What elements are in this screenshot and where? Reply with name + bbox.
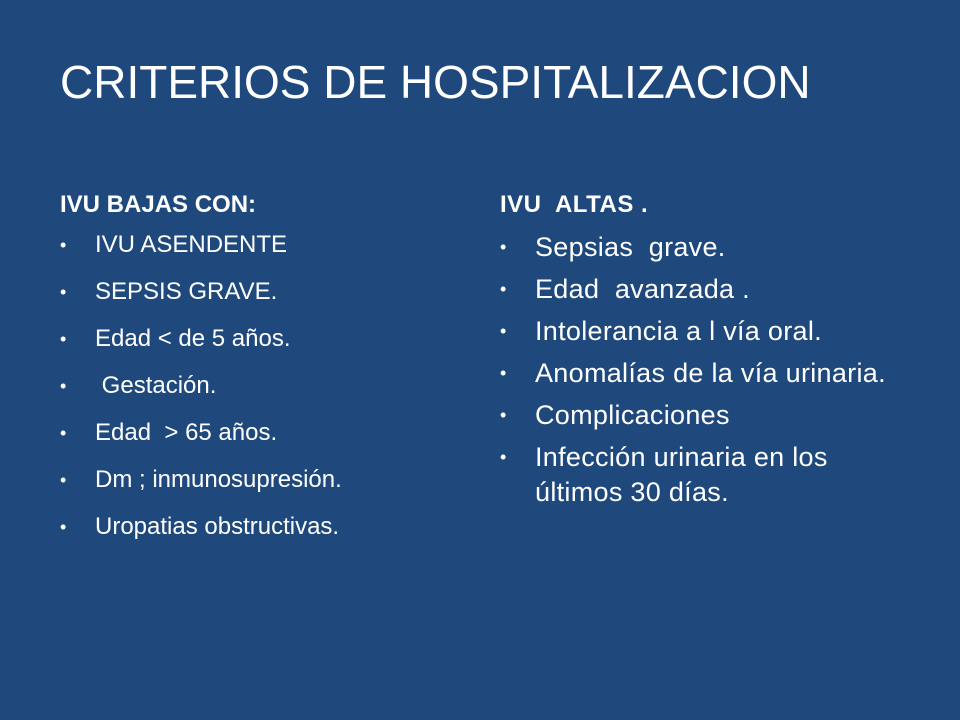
list-item-text: Edad > 65 años. xyxy=(95,419,278,446)
right-column-heading: IVU ALTAS . xyxy=(500,191,649,218)
bullet-icon: • xyxy=(500,321,507,341)
left-bullet-list xyxy=(60,230,470,542)
list-item xyxy=(60,371,470,401)
bullet-icon: • xyxy=(500,237,507,257)
list-item-text: IVU ASENDENTE xyxy=(95,231,288,258)
list-item xyxy=(500,440,910,510)
list-item-text: Dm ; inmunosupresión. xyxy=(95,466,342,493)
left-column xyxy=(60,190,470,559)
right-bullet-list xyxy=(500,230,910,510)
bullet-icon: • xyxy=(60,282,67,302)
list-item-text: Complicaciones xyxy=(535,400,730,430)
list-item xyxy=(60,277,470,307)
list-item-text: Edad < de 5 años. xyxy=(95,325,291,352)
list-item xyxy=(500,356,910,391)
list-item xyxy=(60,418,470,448)
list-item xyxy=(500,398,910,433)
bullet-icon: • xyxy=(500,405,507,425)
left-column-heading: IVU BAJAS CON: xyxy=(60,191,257,218)
list-item-text: Sepsias grave. xyxy=(535,232,726,262)
bullet-icon: • xyxy=(500,279,507,299)
list-item-text: Intolerancia a l vía oral. xyxy=(535,316,822,346)
list-item xyxy=(500,230,910,265)
bullet-icon: • xyxy=(60,235,67,255)
bullet-icon: • xyxy=(60,376,67,396)
list-item xyxy=(60,324,470,354)
list-item-text: Anomalías de la vía urinaria. xyxy=(535,358,886,388)
list-item xyxy=(60,465,470,495)
bullet-icon: • xyxy=(60,423,67,443)
right-column xyxy=(500,190,910,517)
list-item-text: Edad avanzada . xyxy=(535,274,750,304)
bullet-icon: • xyxy=(60,470,67,490)
list-item-text: Infección urinaria en los últimos 30 días. xyxy=(535,442,836,507)
list-item xyxy=(60,230,470,260)
bullet-icon: • xyxy=(500,363,507,383)
list-item-text: SEPSIS GRAVE. xyxy=(95,278,278,305)
bullet-icon: • xyxy=(60,517,67,537)
list-item xyxy=(500,272,910,307)
list-item xyxy=(500,314,910,349)
bullet-icon: • xyxy=(500,447,507,467)
list-item-text: Uropatias obstructivas. xyxy=(95,513,340,540)
list-item xyxy=(60,512,470,542)
slide-title: CRITERIOS DE HOSPITALIZACION xyxy=(60,56,811,108)
bullet-icon: • xyxy=(60,329,67,349)
list-item-text: Gestación. xyxy=(95,372,217,399)
